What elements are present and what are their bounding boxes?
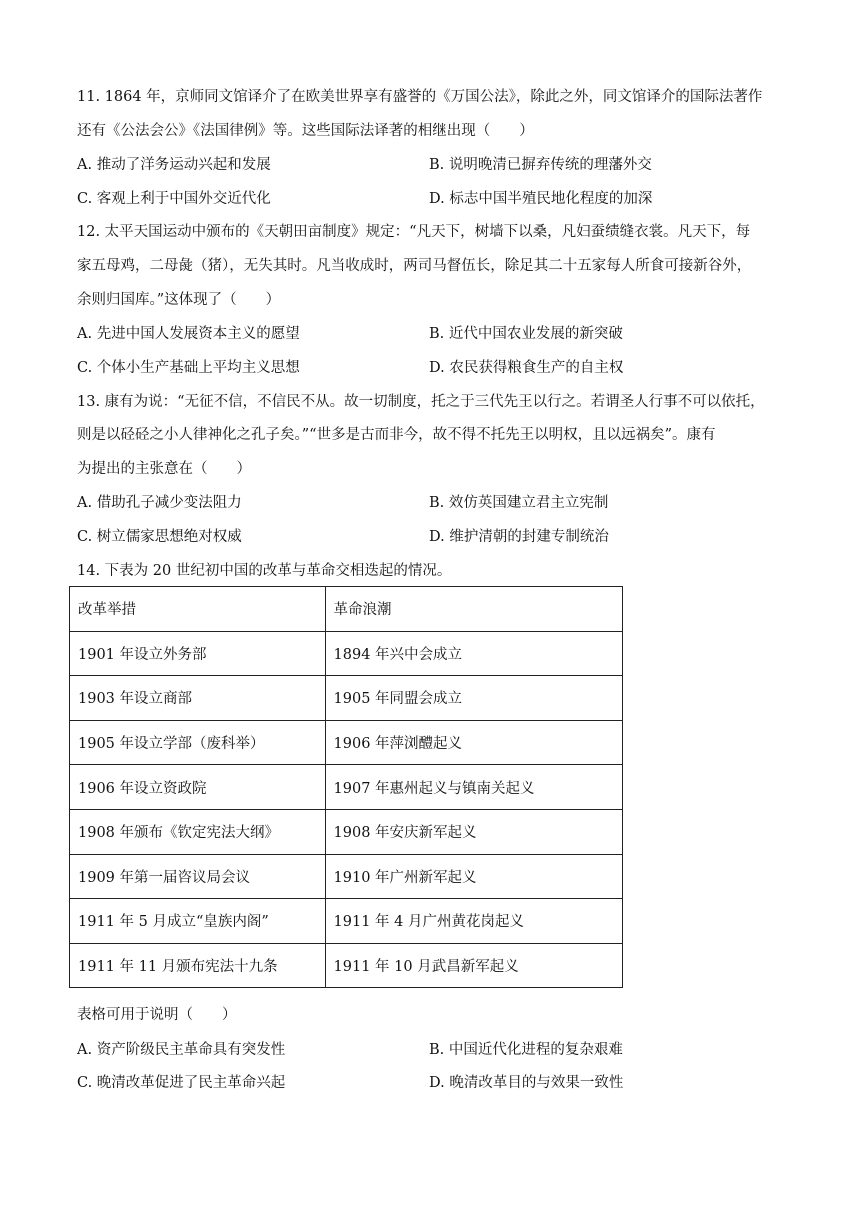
table-cell: 1911 年 11 月颁布宪法十九条 (70, 943, 326, 988)
table-cell: 1907 年惠州起义与镇南关起义 (325, 765, 622, 810)
table-row (70, 765, 623, 810)
table-row (70, 943, 623, 988)
q11-option-c[interactable]: C. 客观上利于中国外交近代化 (77, 191, 271, 207)
table-cell: 1906 年萍浏醴起义 (325, 720, 622, 765)
table-cell: 1908 年安庆新军起义 (325, 809, 622, 854)
q13-option-a[interactable]: A. 借助孔子减少变法阻力 (77, 495, 242, 511)
table-cell: 1905 年设立学部（废科举） (70, 720, 326, 765)
q13-option-c[interactable]: C. 树立儒家思想绝对权威 (77, 529, 242, 545)
q11-option-d[interactable]: D. 标志中国半殖民地化程度的加深 (429, 191, 653, 207)
table-cell: 1910 年广州新军起义 (325, 854, 622, 899)
reform-revolution-table (69, 586, 623, 988)
table-cell: 1903 年设立商部 (70, 676, 326, 721)
q14-option-b[interactable]: B. 中国近代化进程的复杂艰难 (429, 1042, 623, 1058)
q11-stem-line-1: 11. 1864 年，京师同文馆译介了在欧美世界享有盛誉的《万国公法》，除此之外，同文馆译介的国际法著作 (77, 89, 763, 105)
table-header-reform: 改革举措 (70, 587, 326, 632)
table-cell: 1901 年设立外务部 (70, 631, 326, 676)
table-cell: 1905 年同盟会成立 (325, 676, 622, 721)
table-row (70, 809, 623, 854)
table-cell: 1911 年 5 月成立“皇族内阁” (70, 899, 326, 944)
table-cell: 1908 年颁布《钦定宪法大纲》 (70, 809, 326, 854)
table-row (70, 899, 623, 944)
table-cell: 1911 年 10 月武昌新军起义 (325, 943, 622, 988)
q14-question: 表格可用于说明（ ） (77, 1007, 237, 1023)
table-header-row (70, 587, 623, 632)
table-row (70, 631, 623, 676)
table-cell: 1909 年第一届咨议局会议 (70, 854, 326, 899)
q13-option-b[interactable]: B. 效仿英国建立君主立宪制 (429, 495, 609, 511)
q12-stem-line-1: 12. 太平天国运动中颁布的《天朝田亩制度》规定：“凡天下，树墙下以桑，凡妇蚕绩缝衣裳。凡天下，每 (77, 224, 751, 240)
table-header-revolution: 革命浪潮 (325, 587, 622, 632)
table-row (70, 720, 623, 765)
q12-option-a[interactable]: A. 先进中国人发展资本主义的愿望 (77, 326, 300, 342)
q12-stem-line-2: 家五母鸡，二母彘（猪），无失其时。凡当收成时，两司马督伍长，除足其二十五家每人所食可接新谷外， (77, 258, 752, 274)
q13-stem-line-1: 13. 康有为说：“无征不信，不信民不从。故一切制度，托之于三代先王以行之。若谓圣人行事不可以依托， (77, 394, 765, 410)
q12-option-b[interactable]: B. 近代中国农业发展的新突破 (429, 326, 623, 342)
q12-stem-line-3: 余则归国库。”这体现了（ ） (77, 292, 281, 308)
q11-option-a[interactable]: A. 推动了洋务运动兴起和发展 (77, 157, 271, 173)
q14-intro: 14. 下表为 20 世纪初中国的改革与革命交相迭起的情况。 (77, 563, 452, 579)
q14-option-d[interactable]: D. 晚清改革目的与效果一致性 (429, 1075, 624, 1091)
q13-stem-line-3: 为提出的主张意在（ ） (77, 461, 251, 477)
table-cell: 1911 年 4 月广州黄花岗起义 (325, 899, 622, 944)
q14-option-c[interactable]: C. 晚清改革促进了民主革命兴起 (77, 1075, 286, 1091)
q12-option-d[interactable]: D. 农民获得粮食生产的自主权 (429, 360, 624, 376)
table-cell: 1894 年兴中会成立 (325, 631, 622, 676)
q14-option-a[interactable]: A. 资产阶级民主革命具有突发性 (77, 1042, 286, 1058)
q13-stem-line-2: 则是以硁硁之小人律神化之孔子矣。”“世多是古而非今，故不得不托先王以明权，且以远祸矣”。康有 (77, 427, 716, 443)
q11-stem-line-2: 还有《公法会公》《法国律例》等。这些国际法译著的相继出现（ ） (77, 123, 534, 139)
q13-option-d[interactable]: D. 维护清朝的封建专制统治 (429, 529, 609, 545)
q11-option-b[interactable]: B. 说明晚清已摒弃传统的理藩外交 (429, 157, 652, 173)
table-row (70, 854, 623, 899)
table-cell: 1906 年设立资政院 (70, 765, 326, 810)
q12-option-c[interactable]: C. 个体小生产基础上平均主义思想 (77, 360, 300, 376)
table-row (70, 676, 623, 721)
